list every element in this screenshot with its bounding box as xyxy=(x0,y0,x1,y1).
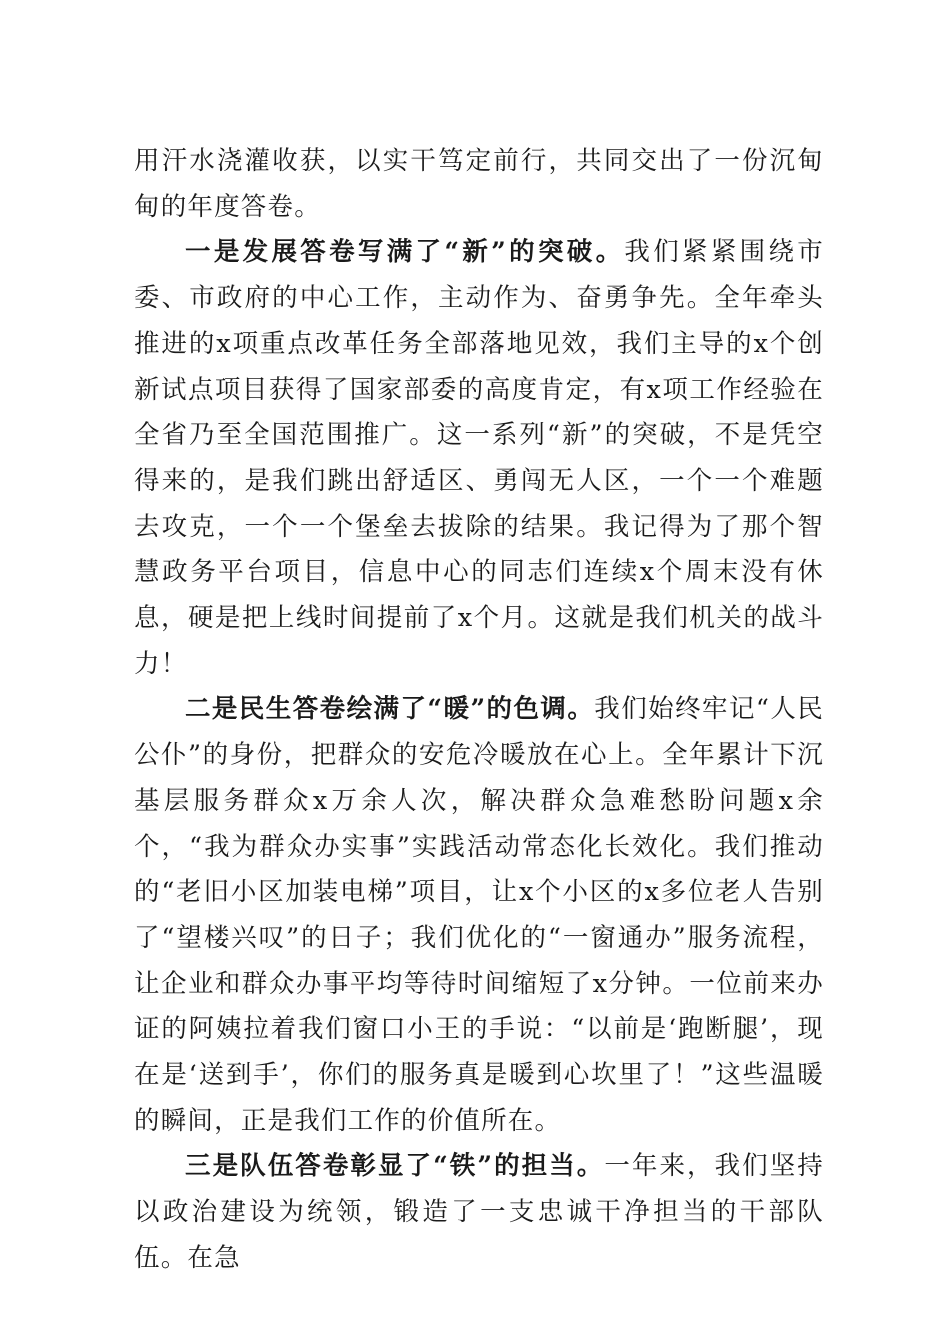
paragraph-body: 我们始终牢记“人民公仆”的身份，把群众的安危冷暖放在心上。全年累计下沉基层服务群众x万余人次，解决群众急难愁盼问题x余个，“我为群众办实事”实践活动常态化长效化。我们推动的“老旧小区加装电梯”项目，让x个小区的x多位老人告别了“望楼兴叹”的日子；我们优化的“一窗通办”服务流程，让企业和群众办事平均等待时间缩短了x分钟。一位前来办证的阿姨拉着我们窗口小王的手说：“以前是‘跑断腿’，现在是‘送到手’，你们的服务真是暖到心坎里了！”这些温暖的瞬间，正是我们工作的价值所在。 xyxy=(134,694,824,1136)
paragraph-team xyxy=(134,1144,824,1281)
paragraph-lead: 三是队伍答卷彰显了“铁”的担当。 xyxy=(185,1151,605,1182)
paragraph-development xyxy=(134,230,824,687)
paragraph-body: 我们紧紧围绕市委、市政府的中心工作，主动作为、奋勇争先。全年牵头推进的x项重点改革任务全部落地见效，我们主导的x个创新试点项目获得了国家部委的高度肯定，有x项工作经验在全省乃至全国范围推广。这一系列“新”的突破，不是凭空得来的，是我们跳出舒适区、勇闯无人区，一个一个难题去攻克，一个一个堡垒去拔除的结果。我记得为了那个智慧政务平台项目，信息中心的同志们连续x个周末没有休息，硬是把上线时间提前了x个月。这就是我们机关的战斗力！ xyxy=(134,237,824,679)
paragraph-livelihood xyxy=(134,687,824,1144)
document-body xyxy=(134,139,824,1282)
paragraph-lead: 二是民生答卷绘满了“暖”的色调。 xyxy=(185,694,595,725)
paragraph-lead: 一是发展答卷写满了“新”的突破。 xyxy=(185,237,625,268)
paragraph-intro xyxy=(134,139,824,230)
paragraph-body: 一年来，我们坚持以政治建设为统领，锻造了一支忠诚干净担当的干部队伍。在急 xyxy=(134,1151,824,1273)
paragraph-body: 用汗水浇灌收获，以实干笃定前行，共同交出了一份沉甸甸的年度答卷。 xyxy=(134,146,824,222)
